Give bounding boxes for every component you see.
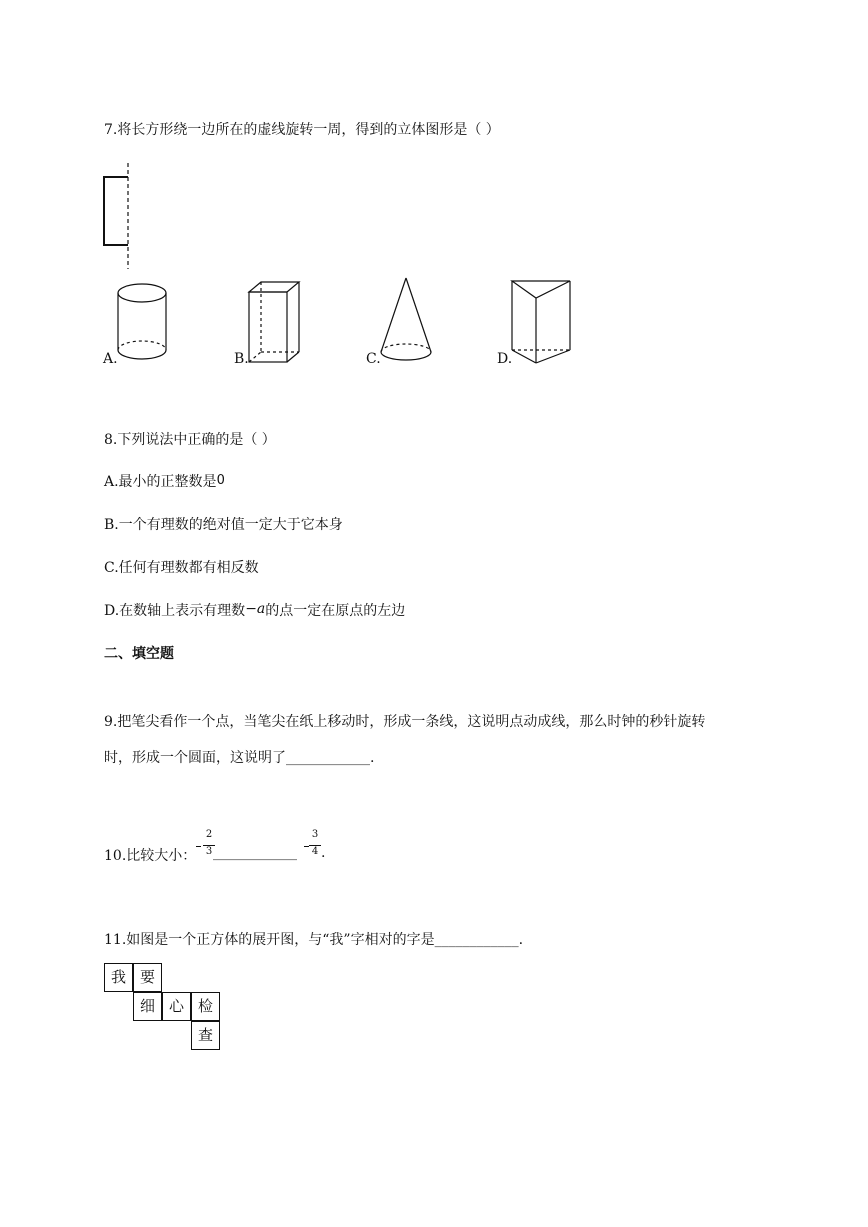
- q9-line1: 9.把笔尖看作一个点，当笔尖在纸上移动时，形成一条线，这说明点动成线，那么时钟的秒针旋转: [104, 714, 706, 730]
- net-cell: 我: [104, 963, 133, 992]
- q8-text: 8.下列说法中正确的是（ ）: [104, 432, 276, 448]
- net-cell: 检: [191, 992, 220, 1021]
- q8-option-c: C.任何有理数都有相反数: [104, 560, 259, 576]
- net-cell: 查: [191, 1021, 220, 1050]
- section-heading: 二、填空题: [104, 646, 174, 662]
- q7-text: 7.将长方形绕一边所在的虚线旋转一周，得到的立体图形是（ ）: [104, 122, 500, 138]
- fraction-2-numerator: 3: [311, 829, 319, 840]
- cone-icon: [378, 276, 438, 366]
- q8-option-d-text-post: 的点一定在原点的左边: [265, 603, 406, 619]
- q10-suffix: .: [321, 845, 326, 861]
- box-prism-icon: [247, 280, 307, 370]
- option-c-label: C.: [366, 351, 381, 367]
- q8-option-a: [104, 471, 225, 491]
- q10-blank: ____________: [213, 845, 297, 861]
- fraction-1-denominator: 3: [205, 846, 213, 857]
- q8-option-a-text: A.最小的正整数是: [104, 474, 217, 490]
- net-cell: 心: [162, 992, 191, 1021]
- q11-text: 11.如图是一个正方体的展开图，与“我”字相对的字是____________.: [104, 932, 524, 948]
- fraction-1-numerator: 2: [205, 829, 213, 840]
- minus-sign-1: [196, 846, 201, 847]
- option-b-label: B.: [234, 351, 249, 367]
- fraction-2-denominator: 4: [311, 846, 319, 857]
- option-d-label: D.: [497, 351, 513, 367]
- q8-option-d: [104, 600, 405, 620]
- net-cell: 细: [133, 992, 162, 1021]
- q8-option-b: B.一个有理数的绝对值一定大于它本身: [104, 517, 343, 533]
- option-a-label: A.: [103, 351, 118, 367]
- net-cell: 要: [133, 963, 162, 992]
- q9-line2: 时，形成一个圆面，这说明了____________.: [104, 750, 375, 766]
- q8-option-a-value: 0: [216, 473, 225, 488]
- triangular-prism-icon: [510, 278, 580, 373]
- q10-prefix: 10.比较大小：: [104, 848, 197, 864]
- cylinder-icon: [116, 280, 176, 370]
- q8-option-d-text-pre: D.在数轴上表示有理数: [104, 603, 246, 619]
- rotating-rectangle-figure: [100, 163, 140, 263]
- q8-option-d-variable: −a: [245, 601, 266, 617]
